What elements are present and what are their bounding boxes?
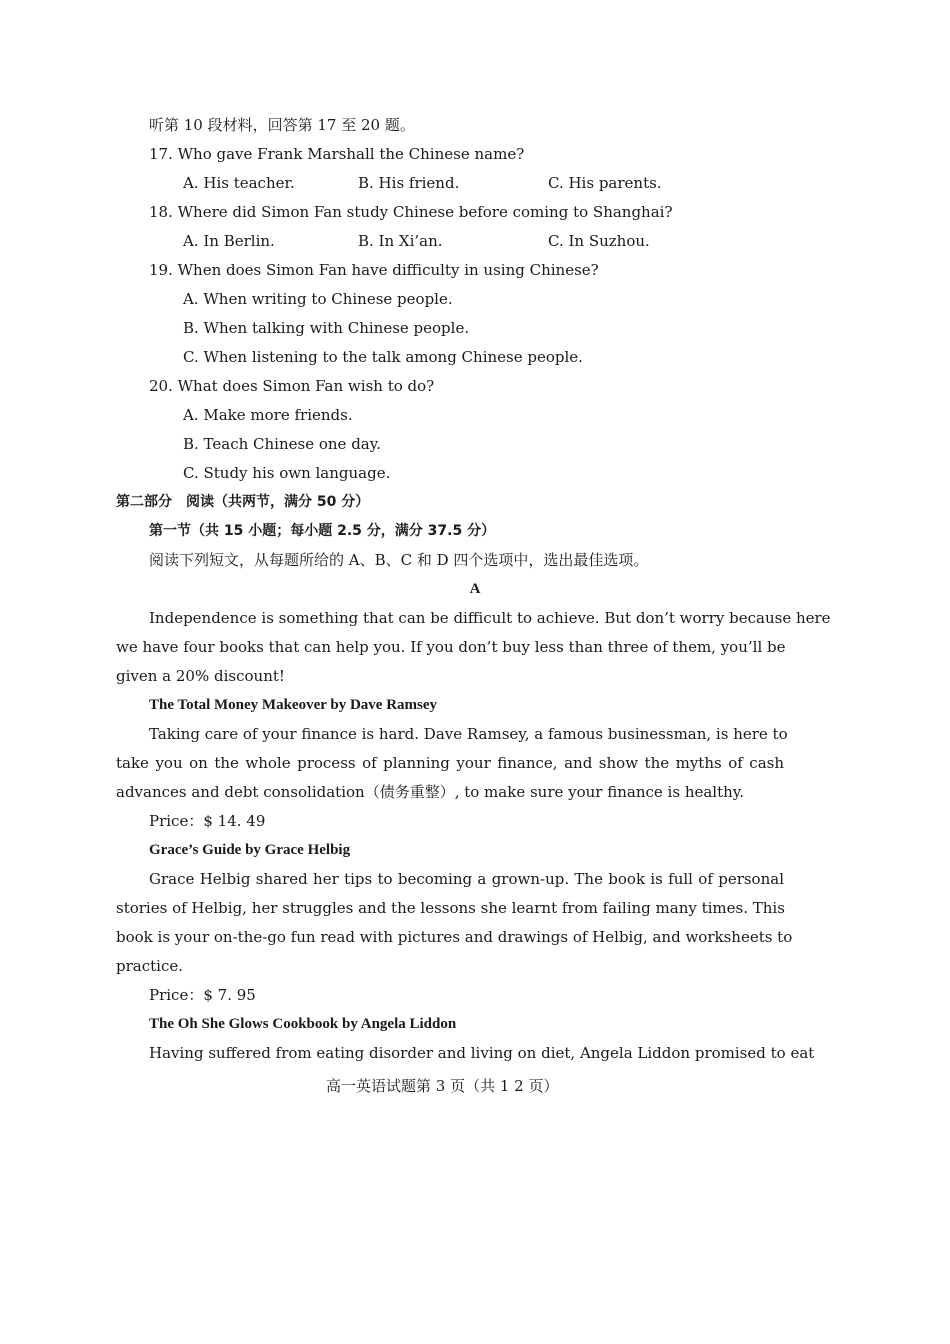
book-2-line-3: book is your on-the-go fun read with pictures and drawings of Helbig, and worksheets to <box>116 928 793 946</box>
question-17-option-b: B. His friend. <box>358 174 460 192</box>
book-2-line-4: practice. <box>116 957 183 975</box>
question-19-stem: 19. When does Simon Fan have difficulty in using Chinese? <box>149 261 599 279</box>
intro-line-1: Independence is something that can be difficult to achieve. But don’t worry because here <box>149 609 831 627</box>
book-1-price: Price：$ 14. 49 <box>149 812 266 830</box>
question-20-option-a: A. Make more friends. <box>183 406 353 424</box>
question-19-option-b: B. When talking with Chinese people. <box>183 319 470 337</box>
book-2-line-1: Grace Helbig shared her tips to becoming a grown-up. The book is full of personal <box>149 870 784 888</box>
question-20-option-c: C. Study his own language. <box>183 464 391 482</box>
question-19-option-c: C. When listening to the talk among Chinese people. <box>183 348 583 366</box>
section-one-heading: 第一节（共 15 小题；每小题 2.5 分，满分 37.5 分） <box>149 523 496 539</box>
question-19-option-a: A. When writing to Chinese people. <box>183 290 453 308</box>
question-20-stem: 20. What does Simon Fan wish to do? <box>149 377 435 395</box>
passage-label: A <box>469 581 481 597</box>
book-1-line-2: take you on the whole process of planning your finance, and show the myths of cash <box>116 754 784 772</box>
reading-instruction: 阅读下列短文，从每题所给的 A、B、C 和 D 四个选项中，选出最佳选项。 <box>149 551 649 569</box>
book-1-line-3: advances and debt consolidation（债务重整）, to make sure your finance is healthy. <box>116 783 745 801</box>
intro-line-3: given a 20% discount! <box>116 667 285 685</box>
question-17-stem: 17. Who gave Frank Marshall the Chinese name? <box>149 145 525 163</box>
book-2-price: Price：$ 7. 95 <box>149 986 256 1004</box>
question-18-stem: 18. Where did Simon Fan study Chinese before coming to Shanghai? <box>149 203 673 221</box>
listening-intro: 听第 10 段材料，回答第 17 至 20 题。 <box>149 116 415 134</box>
question-18-option-b: B. In Xi’an. <box>358 232 443 250</box>
question-20-option-b: B. Teach Chinese one day. <box>183 435 381 453</box>
page-footer: 高一英语试题第 3 页（共 1 2 页） <box>326 1077 559 1095</box>
book-3-line-1: Having suffered from eating disorder and living on diet, Angela Liddon promised to eat <box>149 1044 815 1062</box>
book-3-title: The Oh She Glows Cookbook by Angela Liddon <box>149 1016 457 1032</box>
question-17-option-a: A. His teacher. <box>183 174 295 192</box>
question-17-option-c: C. His parents. <box>548 174 662 192</box>
question-18-option-a: A. In Berlin. <box>183 232 275 250</box>
book-2-title: Grace’s Guide by Grace Helbig <box>149 842 351 858</box>
book-1-title: The Total Money Makeover by Dave Ramsey <box>149 697 438 713</box>
book-2-line-2: stories of Helbig, her struggles and the lessons she learnt from failing many times. This <box>116 899 785 917</box>
part-two-heading: 第二部分 阅读（共两节，满分 50 分） <box>116 494 370 510</box>
intro-line-2: we have four books that can help you. If you don’t buy less than three of them, you’ll be <box>116 638 786 656</box>
question-18-option-c: C. In Suzhou. <box>548 232 650 250</box>
book-1-line-1: Taking care of your finance is hard. Dave Ramsey, a famous businessman, is here to <box>149 725 788 743</box>
